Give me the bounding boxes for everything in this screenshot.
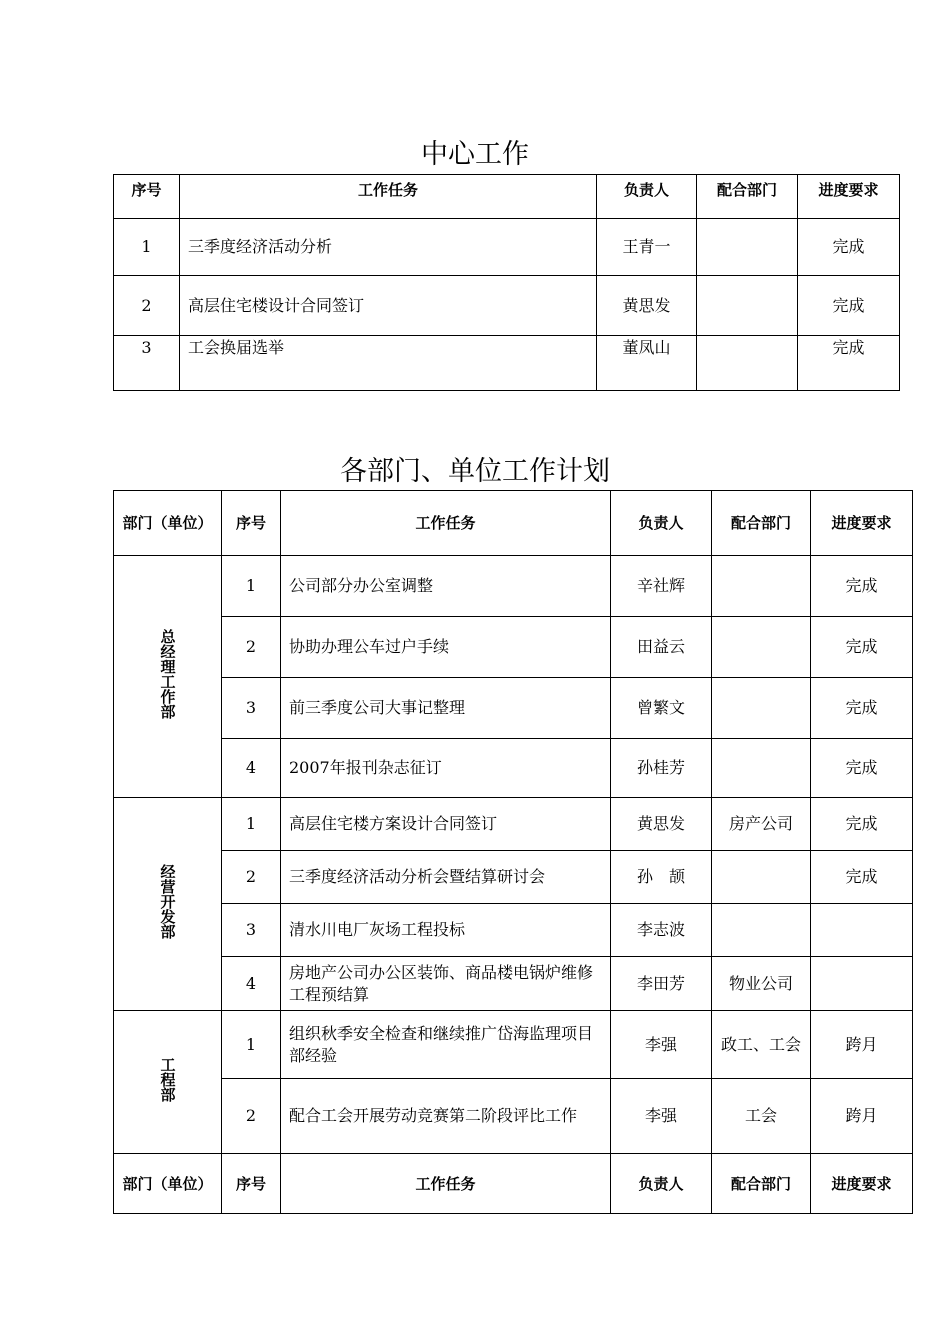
- table-row: [114, 1079, 913, 1154]
- row-no: 2: [222, 1079, 281, 1154]
- row-owner: 李强: [611, 1011, 712, 1079]
- table-row: [114, 219, 900, 276]
- row-task: 前三季度公司大事记整理: [281, 678, 611, 739]
- row-progress: 完成: [811, 851, 913, 904]
- table-row: [114, 957, 913, 1011]
- row-no: 4: [222, 957, 281, 1011]
- table-row: [114, 1011, 913, 1079]
- row-task: 2007年报刊杂志征订: [281, 739, 611, 798]
- row-no: 2: [222, 851, 281, 904]
- row-coop: [712, 556, 811, 617]
- row-no: 1: [114, 219, 180, 276]
- row-owner: 辛社辉: [611, 556, 712, 617]
- row-no: 1: [222, 798, 281, 851]
- table-footer-header-row: [114, 1154, 913, 1214]
- row-task: 工会换届选举: [180, 336, 597, 391]
- row-no: 3: [222, 904, 281, 957]
- row-task: 组织秋季安全检查和继续推广岱海监理项目部经验: [281, 1011, 611, 1079]
- row-task: 高层住宅楼设计合同签订: [180, 276, 597, 336]
- row-progress: 完成: [811, 617, 913, 678]
- header-progress: 进度要求: [798, 175, 900, 219]
- dept-plan-title: 各部门、单位工作计划: [340, 456, 610, 487]
- row-coop: [697, 276, 798, 336]
- header-no: 序号: [114, 175, 180, 219]
- row-progress: 完成: [798, 219, 900, 276]
- row-coop: 物业公司: [712, 957, 811, 1011]
- table-row: [114, 851, 913, 904]
- row-task: 配合工会开展劳动竞赛第二阶段评比工作: [281, 1079, 611, 1154]
- footer-header-dept: 部门（单位）: [114, 1154, 222, 1214]
- table-row: [114, 904, 913, 957]
- row-progress: 完成: [811, 556, 913, 617]
- row-owner: 李强: [611, 1079, 712, 1154]
- row-coop: 房产公司: [712, 798, 811, 851]
- row-no: 4: [222, 739, 281, 798]
- table-row: [114, 336, 900, 391]
- row-no: 2: [222, 617, 281, 678]
- row-owner: 王青一: [597, 219, 697, 276]
- center-work-title: 中心工作: [421, 139, 529, 170]
- row-coop: 工会: [712, 1079, 811, 1154]
- table-row: [114, 276, 900, 336]
- header-owner: 负责人: [597, 175, 697, 219]
- table-row: [114, 739, 913, 798]
- dept-plan-table: [113, 490, 913, 1214]
- row-progress: 完成: [798, 276, 900, 336]
- header-coop: 配合部门: [712, 491, 811, 556]
- footer-header-coop: 配合部门: [712, 1154, 811, 1214]
- row-progress: 完成: [798, 336, 900, 391]
- row-owner: 李田芳: [611, 957, 712, 1011]
- row-progress: 完成: [811, 678, 913, 739]
- row-progress: 完成: [811, 798, 913, 851]
- row-progress: 完成: [811, 739, 913, 798]
- row-owner: 孙桂芳: [611, 739, 712, 798]
- dept-name: 工程部: [158, 1056, 177, 1102]
- row-coop: [712, 617, 811, 678]
- dept-cell: [114, 1011, 222, 1154]
- table-header-row: [114, 175, 900, 219]
- row-owner: 黄思发: [611, 798, 712, 851]
- row-progress: [811, 957, 913, 1011]
- footer-header-task: 工作任务: [281, 1154, 611, 1214]
- row-owner: 孙 颉: [611, 851, 712, 904]
- footer-header-progress: 进度要求: [811, 1154, 913, 1214]
- dept-cell: [114, 556, 222, 798]
- row-coop: [712, 851, 811, 904]
- row-no: 3: [114, 336, 180, 391]
- row-owner: 黄思发: [597, 276, 697, 336]
- row-coop: 政工、工会: [712, 1011, 811, 1079]
- header-coop: 配合部门: [697, 175, 798, 219]
- row-coop: [712, 678, 811, 739]
- row-progress: [811, 904, 913, 957]
- row-progress: 跨月: [811, 1011, 913, 1079]
- table-row: [114, 556, 913, 617]
- row-coop: [712, 739, 811, 798]
- row-owner: 董凤山: [597, 336, 697, 391]
- row-task: 清水川电厂灰场工程投标: [281, 904, 611, 957]
- row-task: 公司部分办公室调整: [281, 556, 611, 617]
- row-task: 房地产公司办公区装饰、商品楼电锅炉维修工程预结算: [281, 957, 611, 1011]
- row-coop: [712, 904, 811, 957]
- row-coop: [697, 219, 798, 276]
- table-row: [114, 678, 913, 739]
- row-owner: 李志波: [611, 904, 712, 957]
- footer-header-owner: 负责人: [611, 1154, 712, 1214]
- row-task: 三季度经济活动分析会暨结算研讨会: [281, 851, 611, 904]
- row-progress: 跨月: [811, 1079, 913, 1154]
- row-no: 3: [222, 678, 281, 739]
- row-coop: [697, 336, 798, 391]
- dept-name: 总经理工作部: [158, 628, 177, 719]
- dept-name: 经营开发部: [158, 863, 177, 939]
- row-owner: 田益云: [611, 617, 712, 678]
- table-header-row: [114, 491, 913, 556]
- header-progress: 进度要求: [811, 491, 913, 556]
- header-dept: 部门（单位）: [114, 491, 222, 556]
- dept-cell: [114, 798, 222, 1011]
- row-no: 1: [222, 556, 281, 617]
- row-owner: 曾繁文: [611, 678, 712, 739]
- center-work-table: [113, 174, 900, 391]
- row-task: 高层住宅楼方案设计合同签订: [281, 798, 611, 851]
- row-task: 三季度经济活动分析: [180, 219, 597, 276]
- row-task: 协助办理公车过户手续: [281, 617, 611, 678]
- header-task: 工作任务: [180, 175, 597, 219]
- table-row: [114, 798, 913, 851]
- row-no: 2: [114, 276, 180, 336]
- footer-header-no: 序号: [222, 1154, 281, 1214]
- header-no: 序号: [222, 491, 281, 556]
- header-owner: 负责人: [611, 491, 712, 556]
- header-task: 工作任务: [281, 491, 611, 556]
- row-no: 1: [222, 1011, 281, 1079]
- table-row: [114, 617, 913, 678]
